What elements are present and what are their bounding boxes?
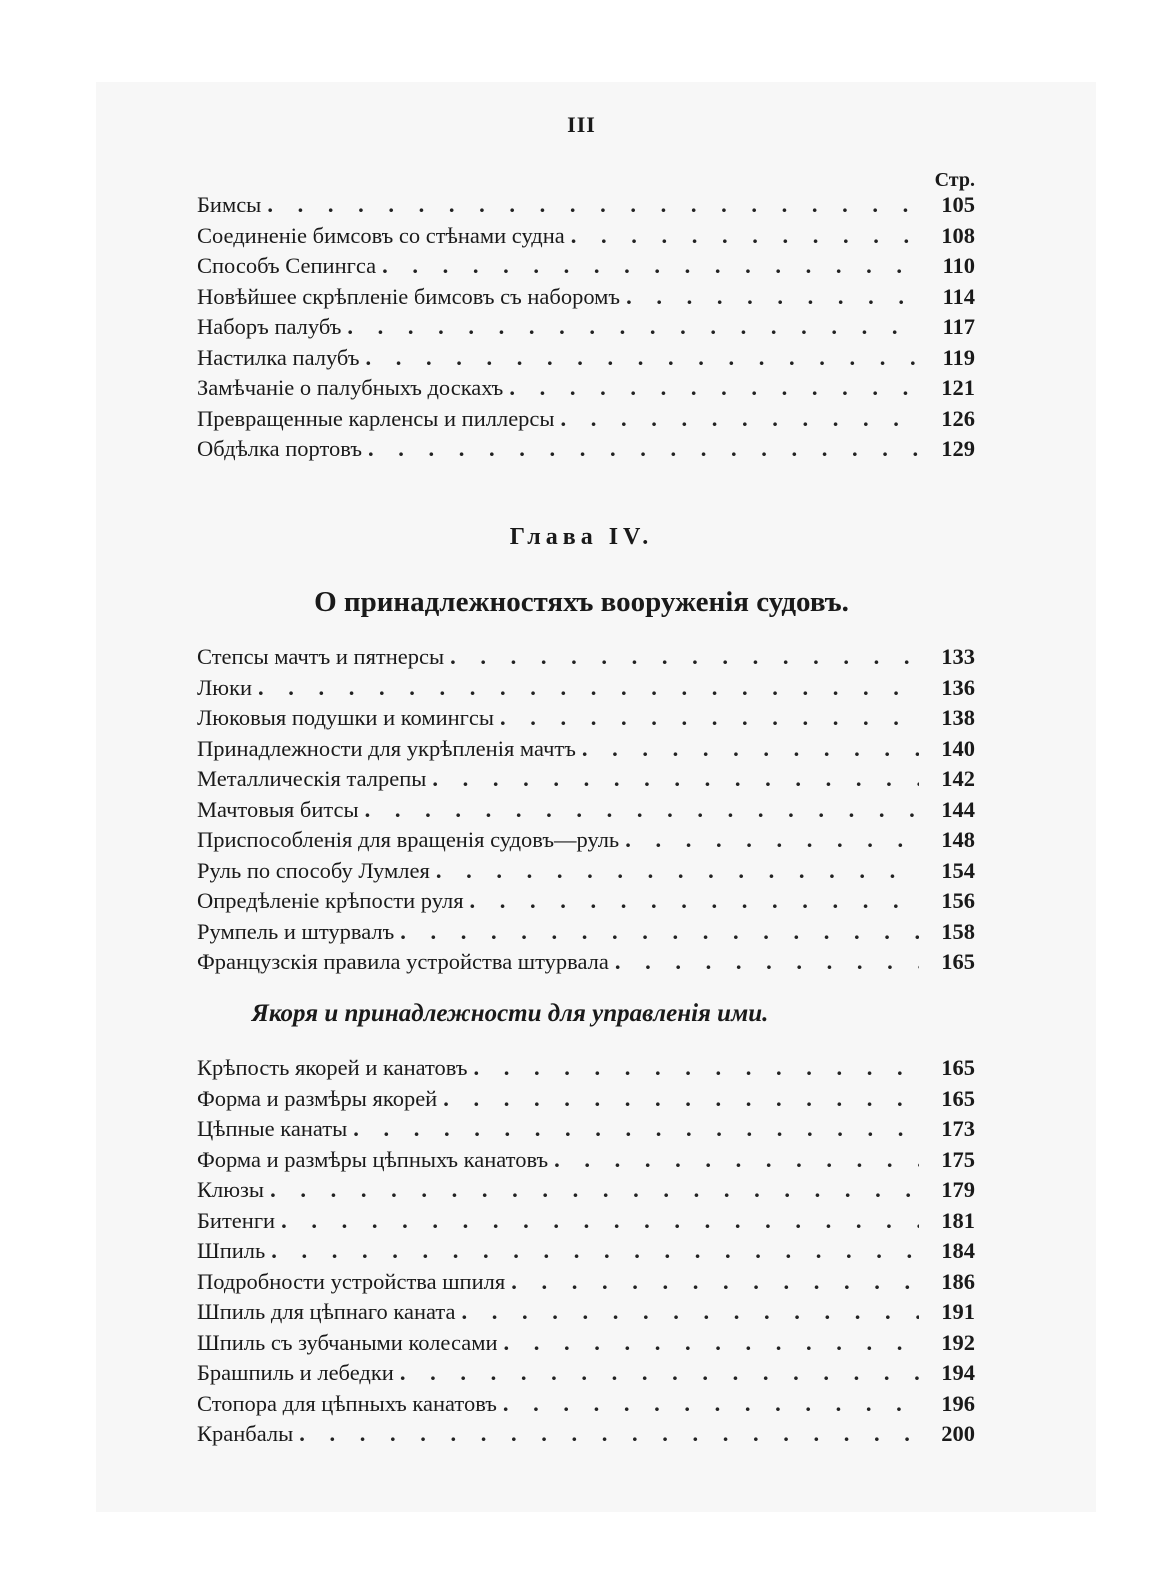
toc-entry-page: 200 [941, 1421, 975, 1446]
dot-leader [504, 1328, 919, 1359]
toc-entry-title: Люковыя подушки и комингсы [197, 705, 495, 730]
toc-entry-title: Новѣйшее скрѣпленіе бимсовъ съ наборомъ [197, 283, 621, 309]
toc-entry [197, 795, 975, 826]
toc-entry-page: 142 [941, 766, 975, 791]
toc-entry-title: Приспособленія для вращенія судовъ—руль [197, 827, 620, 852]
toc-entry-title: Бимсы [197, 192, 262, 217]
dot-leader [436, 856, 919, 887]
toc-section-2 [197, 642, 975, 978]
toc-section-1 [197, 190, 975, 465]
toc-entry [197, 886, 975, 917]
toc-entry [197, 1236, 975, 1267]
toc-entry-page: 144 [941, 796, 975, 822]
toc-entry-title: Опредѣленіе крѣпости руля [197, 888, 464, 913]
dot-leader [267, 190, 919, 221]
toc-entry [197, 434, 975, 465]
dot-leader [509, 373, 919, 404]
toc-entry-title: Румпель и штурвалъ [197, 918, 395, 944]
toc-entry-title: Обдѣлка портовъ [197, 436, 362, 461]
toc-entry [197, 825, 975, 856]
subsection-title: Якоря и принадлежности для управленія ими. [251, 1000, 769, 1027]
dot-leader [365, 343, 919, 374]
toc-entry-title: Руль по способу Лумлея [197, 857, 430, 883]
toc-entry [197, 947, 975, 978]
toc-entry [197, 404, 975, 435]
toc-entry-title: Металлическія талрепы [197, 766, 427, 791]
toc-entry-page: 117 [942, 314, 975, 339]
toc-entry-page: 165 [941, 1055, 975, 1080]
toc-entry-page: 114 [942, 283, 975, 309]
dot-leader [365, 795, 919, 826]
toc-entry-title: Соединеніе бимсовъ со стѣнами судна [197, 222, 565, 248]
toc-entry-title: Французскія правила устройства штурвала [197, 949, 609, 974]
dot-leader [470, 886, 919, 917]
toc-entry [197, 221, 975, 252]
toc-entry [197, 673, 975, 704]
dot-leader [625, 825, 919, 856]
toc-entry-title: Наборъ палубъ [197, 314, 342, 339]
toc-entry-page: 175 [941, 1146, 975, 1172]
toc-entry-page: 126 [941, 405, 975, 431]
toc-entry [197, 190, 975, 221]
chapter-label: Глава IV. [509, 524, 654, 550]
toc-section-3 [197, 1053, 975, 1450]
toc-entry [197, 1328, 975, 1359]
toc-entry-title: Шпиль для цѣпнаго каната [197, 1299, 456, 1324]
toc-entry [197, 1389, 975, 1420]
toc-entry [197, 764, 975, 795]
dot-leader [571, 221, 919, 252]
toc-entry [197, 282, 975, 313]
toc-entry [197, 343, 975, 374]
toc-entry-page: 129 [941, 436, 975, 461]
page-number: III [567, 112, 596, 137]
toc-entry [197, 856, 975, 887]
dot-leader [462, 1297, 919, 1328]
toc-entry-page: 194 [941, 1360, 975, 1385]
toc-entry-page: 108 [941, 222, 975, 248]
dot-leader [582, 734, 919, 765]
toc-entry-page: 192 [941, 1329, 975, 1355]
toc-entry [197, 1053, 975, 1084]
toc-entry-page: 184 [941, 1238, 975, 1263]
toc-entry-title: Степсы мачтъ и пятнерсы [197, 644, 445, 669]
toc-entry [197, 1358, 975, 1389]
toc-entry [197, 1206, 975, 1237]
dot-leader [400, 917, 919, 948]
toc-entry-page: 138 [941, 705, 975, 730]
toc-entry-title: Замѣчаніе о палубныхъ доскахъ [197, 375, 504, 400]
toc-entry-page: 121 [941, 375, 975, 400]
dot-leader [626, 282, 919, 313]
dot-leader [382, 251, 919, 282]
toc-entry [197, 1145, 975, 1176]
toc-entry-title: Шпиль [197, 1238, 266, 1263]
dot-leader [400, 1358, 919, 1389]
toc-entry-page: 165 [941, 1085, 975, 1111]
toc-entry-page: 154 [941, 857, 975, 883]
dot-leader [270, 1175, 919, 1206]
dot-leader [299, 1419, 919, 1450]
toc-entry [197, 1297, 975, 1328]
dot-leader [474, 1053, 920, 1084]
toc-entry-title: Форма и размѣры якорей [197, 1085, 438, 1111]
toc-entry-title: Люки [197, 674, 253, 700]
toc-entry [197, 703, 975, 734]
toc-entry-title: Мачтовыя битсы [197, 796, 359, 822]
toc-entry [197, 1419, 975, 1450]
dot-leader [554, 1145, 919, 1176]
toc-entry [197, 1267, 975, 1298]
toc-entry-page: 119 [942, 344, 975, 370]
dot-leader [511, 1267, 919, 1298]
toc-entry-page: 158 [941, 918, 975, 944]
toc-entry-title: Брашпиль и лебедки [197, 1360, 394, 1385]
toc-entry-page: 136 [941, 674, 975, 700]
toc-entry-title: Принадлежности для укрѣпленія мачтъ [197, 735, 576, 761]
toc-entry-page: 148 [941, 827, 975, 852]
toc-entry-page: 133 [941, 644, 975, 669]
page-column-label: Стр. [934, 169, 975, 191]
toc-entry-title: Крѣпость якорей и канатовъ [197, 1055, 468, 1080]
toc-entry-page: 191 [941, 1299, 975, 1324]
toc-entry [197, 251, 975, 282]
toc-entry-title: Способъ Сепингса [197, 253, 377, 278]
dot-leader [281, 1206, 919, 1237]
toc-entry-page: 165 [941, 949, 975, 974]
toc-entry-page: 173 [941, 1116, 975, 1141]
dot-leader [258, 673, 919, 704]
dot-leader [615, 947, 919, 978]
toc-entry-title: Кранбалы [197, 1421, 294, 1446]
dot-leader [503, 1389, 919, 1420]
toc-entry [197, 734, 975, 765]
dot-leader [347, 312, 919, 343]
toc-entry [197, 642, 975, 673]
dot-leader [500, 703, 919, 734]
toc-entry-page: 156 [941, 888, 975, 913]
toc-entry-title: Стопора для цѣпныхъ канатовъ [197, 1390, 497, 1416]
toc-entry-title: Клюзы [197, 1177, 265, 1202]
toc-entry-title: Форма и размѣры цѣпныхъ канатовъ [197, 1146, 549, 1172]
toc-entry-title: Цѣпные канаты [197, 1116, 348, 1141]
dot-leader [432, 764, 919, 795]
toc-entry-page: 181 [941, 1207, 975, 1233]
dot-leader [561, 404, 919, 435]
dot-leader [271, 1236, 919, 1267]
toc-entry-page: 110 [942, 253, 975, 278]
toc-entry-page: 196 [941, 1390, 975, 1416]
toc-entry [197, 1175, 975, 1206]
toc-entry [197, 1084, 975, 1115]
toc-entry [197, 373, 975, 404]
toc-entry [197, 1114, 975, 1145]
dot-leader [443, 1084, 919, 1115]
chapter-title: О принадлежностяхъ вооруженія судовъ. [314, 586, 849, 618]
dot-leader [368, 434, 919, 465]
dot-leader [450, 642, 919, 673]
toc-entry-title: Подробности устройства шпиля [197, 1268, 506, 1294]
toc-entry-page: 105 [941, 192, 975, 217]
toc-entry-title: Превращенные карленсы и пиллерсы [197, 405, 555, 431]
toc-entry-title: Шпиль съ зубчаными колесами [197, 1329, 498, 1355]
toc-entry-title: Настилка палубъ [197, 344, 360, 370]
toc-entry [197, 917, 975, 948]
toc-entry [197, 312, 975, 343]
toc-entry-title: Битенги [197, 1207, 276, 1233]
toc-entry-page: 140 [941, 735, 975, 761]
toc-entry-page: 186 [941, 1268, 975, 1294]
dot-leader [353, 1114, 919, 1145]
toc-entry-page: 179 [941, 1177, 975, 1202]
